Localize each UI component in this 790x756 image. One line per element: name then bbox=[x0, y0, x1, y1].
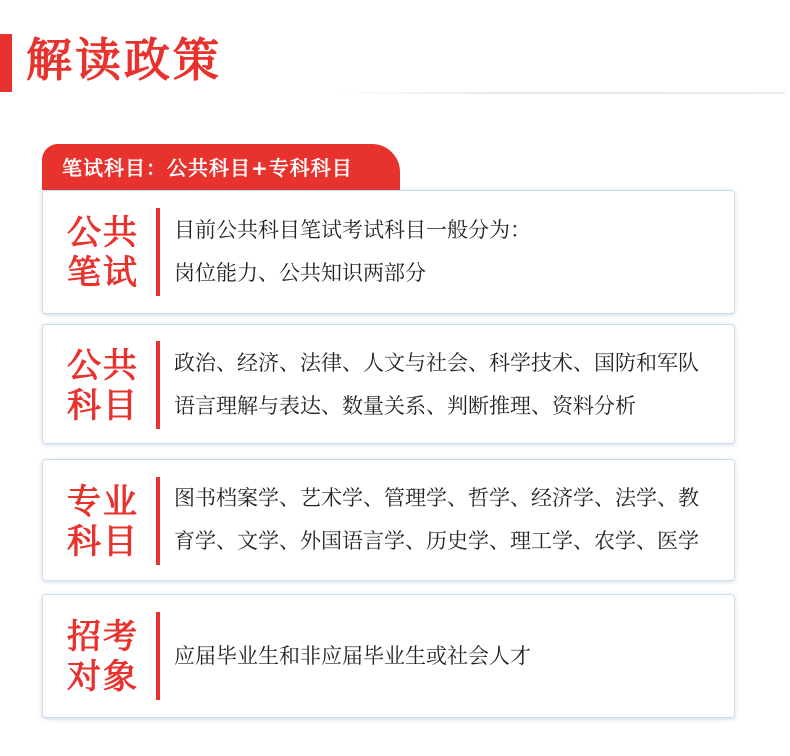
info-card-public-subjects bbox=[42, 324, 735, 444]
header-accent-bar bbox=[0, 34, 12, 92]
card-text-line: 政治、经济、法律、人文与社会、科学技术、国防和军队 bbox=[174, 351, 699, 375]
card-text-line: 育学、文学、外国语言学、历史学、理工学、农学、医学 bbox=[174, 529, 699, 553]
card-label-line: 公共 bbox=[67, 346, 139, 386]
card-text-line: 应届毕业生和非应届毕业生或社会人才 bbox=[174, 644, 531, 668]
card-text-line: 语言理解与表达、数量关系、判断推理、资料分析 bbox=[174, 394, 636, 418]
page-title: 解读政策 bbox=[26, 33, 222, 87]
card-label bbox=[67, 213, 139, 293]
info-card-major-subjects bbox=[42, 459, 735, 581]
card-text bbox=[174, 477, 726, 563]
card-label-line: 笔试 bbox=[67, 253, 139, 293]
card-divider bbox=[156, 341, 160, 429]
header-divider-line bbox=[330, 92, 785, 94]
card-label-line: 科目 bbox=[67, 386, 139, 426]
card-text bbox=[174, 635, 726, 678]
card-text-line: 目前公共科目笔试考试科目一般分为： bbox=[174, 218, 531, 242]
card-label bbox=[67, 346, 139, 426]
card-label-line: 科目 bbox=[67, 522, 139, 562]
card-label-line: 公共 bbox=[67, 213, 139, 253]
info-card-applicants bbox=[42, 594, 735, 718]
section-tab: 笔试科目：公共科目+专科科目 bbox=[42, 144, 400, 190]
card-label bbox=[67, 617, 139, 697]
card-divider bbox=[156, 208, 160, 296]
card-text bbox=[174, 209, 726, 295]
card-text-line: 图书档案学、艺术学、管理学、哲学、经济学、法学、教 bbox=[174, 486, 699, 510]
card-label-line: 对象 bbox=[67, 657, 139, 697]
info-card-public-exam bbox=[42, 190, 735, 314]
card-text bbox=[174, 342, 726, 428]
card-label bbox=[67, 482, 139, 562]
card-text-line: 岗位能力、公共知识两部分 bbox=[174, 261, 426, 285]
card-divider bbox=[156, 477, 160, 565]
card-label-line: 招考 bbox=[67, 617, 139, 657]
card-divider bbox=[156, 612, 160, 700]
page-header bbox=[0, 22, 790, 102]
card-label-line: 专业 bbox=[67, 482, 139, 522]
